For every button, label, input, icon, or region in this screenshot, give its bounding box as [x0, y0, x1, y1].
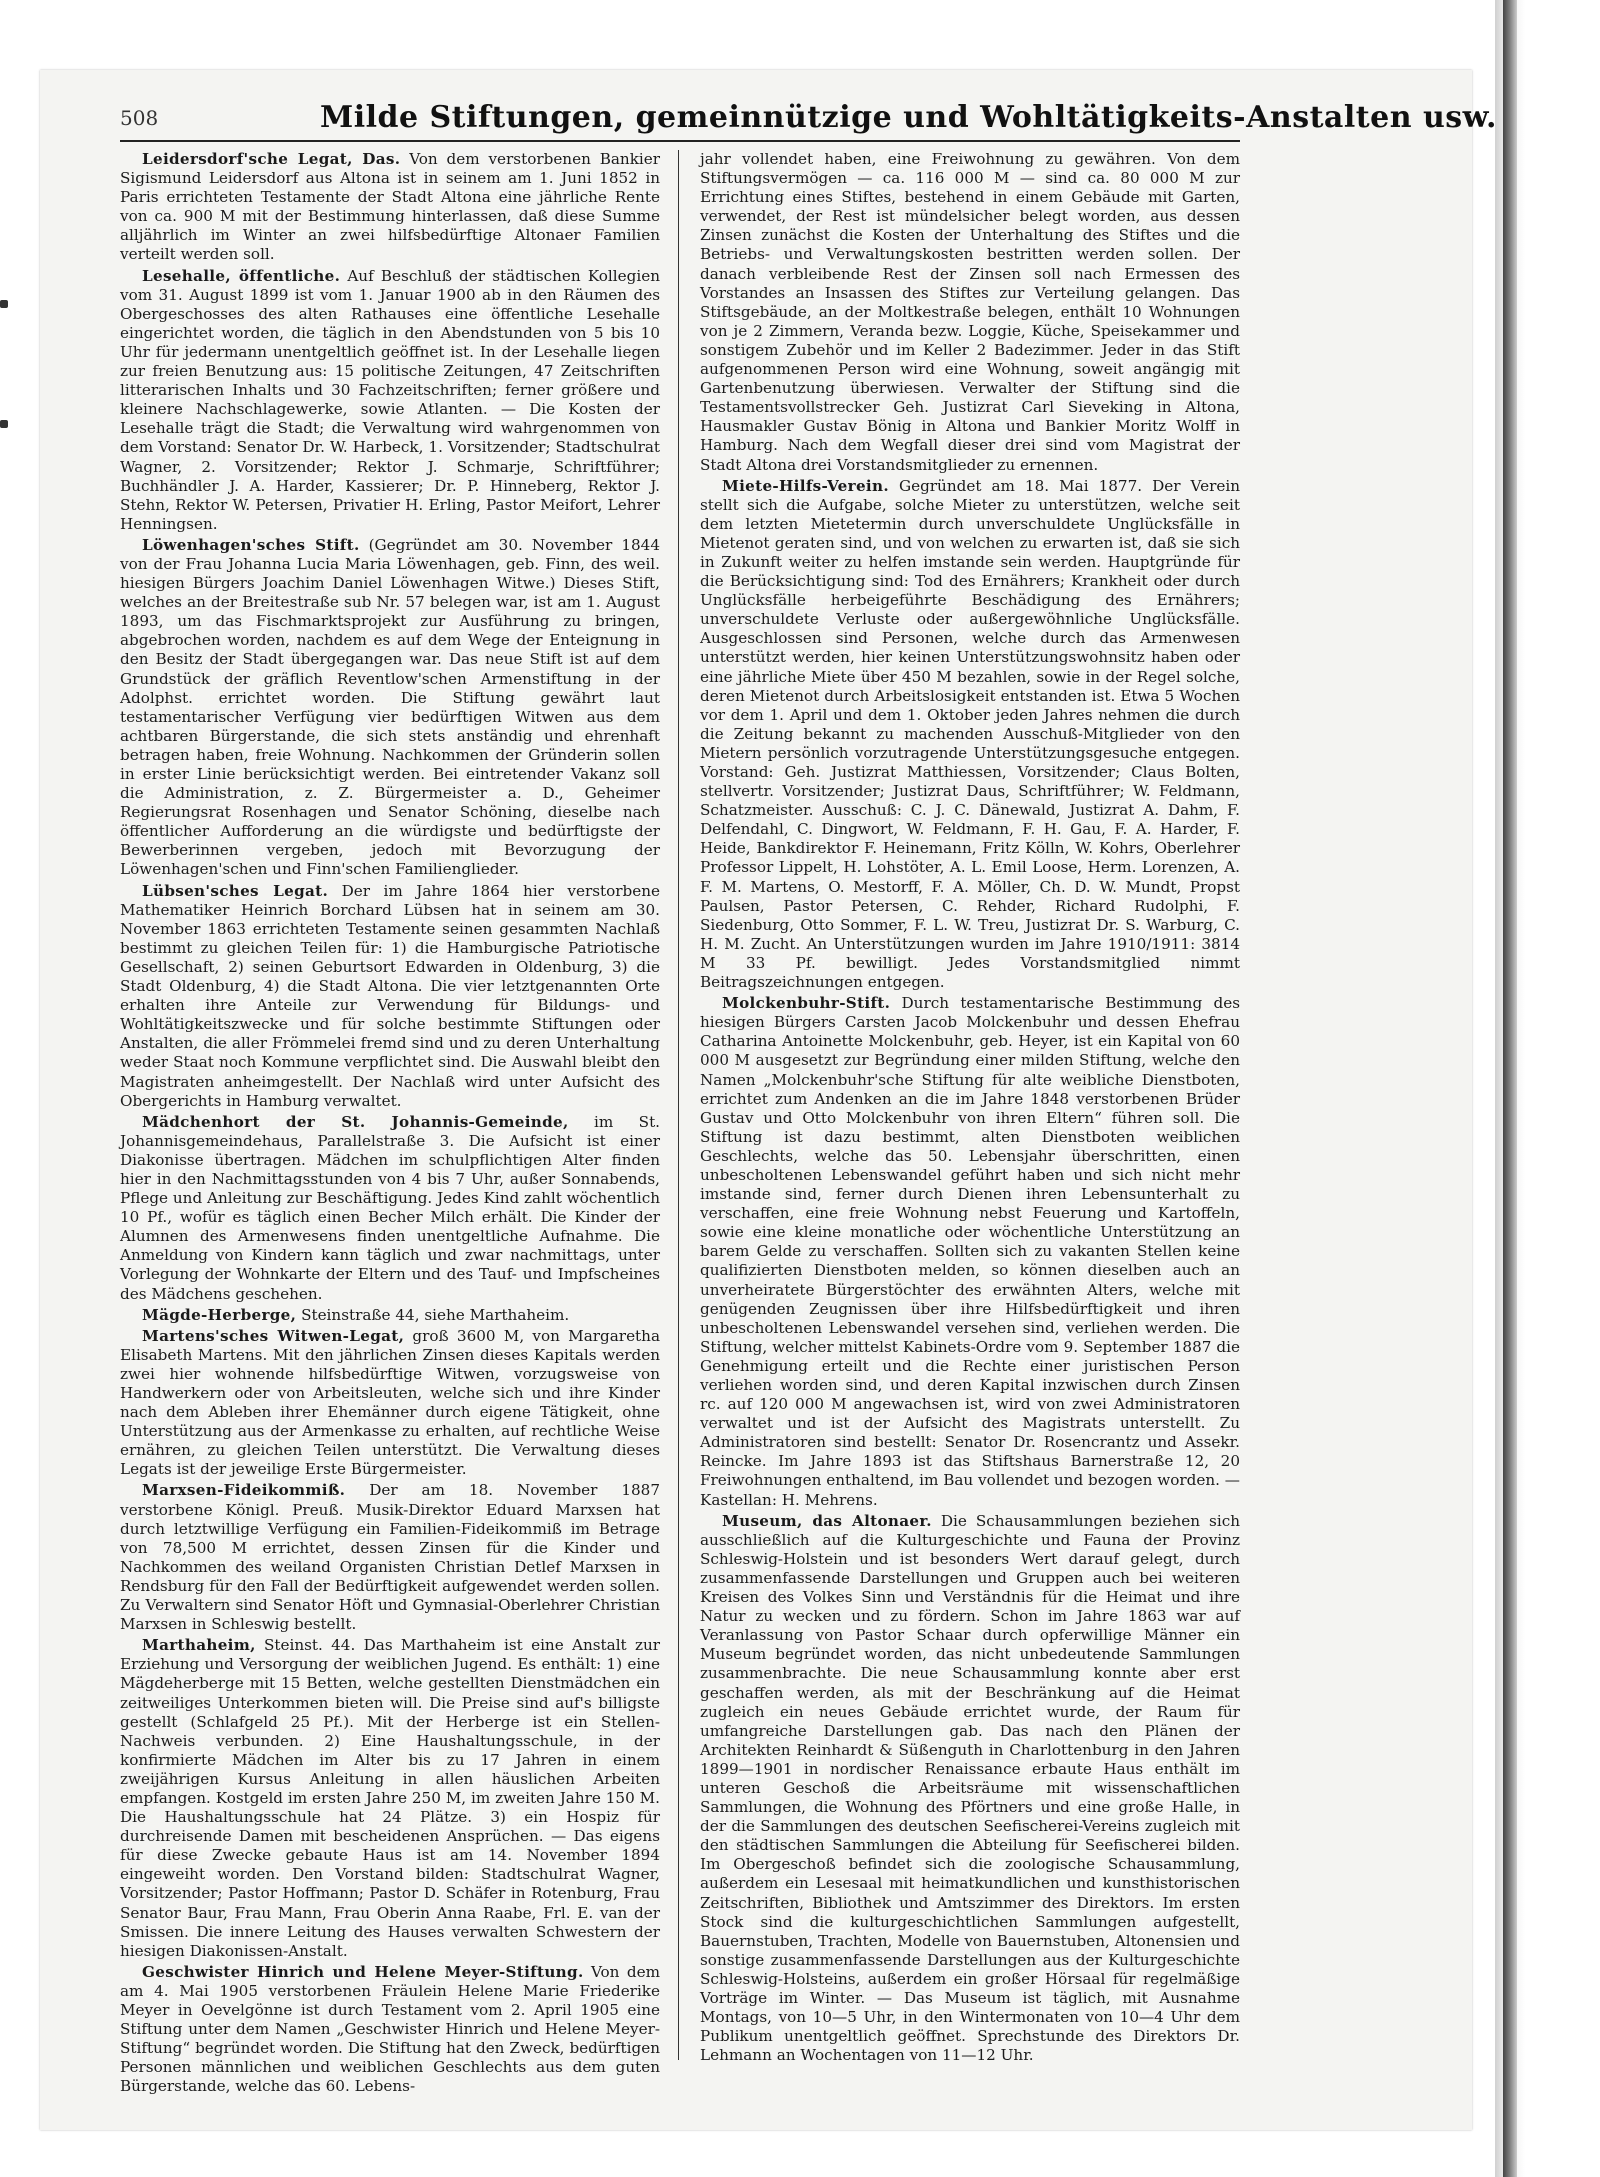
- entry-heading: Molckenbuhr-Stift.: [722, 994, 891, 1013]
- entry: [120, 1327, 660, 1480]
- entry: [700, 994, 1240, 1510]
- entry: [120, 267, 660, 534]
- entry-heading: Lübsen'sches Legat.: [142, 881, 329, 900]
- left-edge-marks: [0, 0, 14, 2177]
- entry-body: im St. Johannisgemeindehaus, Parallelstraße 3. Die Aufsicht ist einer Diakonisse übertragen. Mädchen im schulpflichtigen Alter finden hier in den Nachmittagsstunden von 4 bis 7 Uhr, außer Sonnabends, Pflege und Anleitung zur Beschäftigung. Jedes Kind zahlt wöchentlich 10 Pf., wofür es täglich einen Becher Milch erhält. Die Kinder der Alumnen des Armenwesens finden unentgeltliche Aufnahme. Die Anmeldung von Kindern kann täglich und zwar nachmittags, unter Vorlegung der Wohnkarte der Eltern und des Tauf- und Impfscheines des Mädchens geschehen.: [120, 1112, 660, 1303]
- entry-body: Durch testamentarische Bestimmung des hiesigen Bürgers Carsten Jacob Molckenbuhr und dessen Ehefrau Catharina Antoinette Molckenbuhr, geb. Heyer, ist ein Kapital von 60 000 M ausgesetzt zur Begründung einer milden Stiftung, welche den Namen „Molckenbuhr'sche Stiftung für alte weibliche Dienstboten, errichtet zum Andenken an die im Jahre 1848 verstorbenen Brüder Gustav und Otto Molckenbuhr von ihren Eltern“ führen soll. Die Stiftung ist dazu bestimmt, alten Dienstboten weiblichen Geschlechts, welche das 50. Lebensjahr überschritten, einen unbescholtenen Lebenswandel geführt haben und sich nicht mehr imstande sind, ferner durch Dienen ihren Lebensunterhalt zu verschaffen, eine freie Wohnung nebst Feuerung und Kartoffeln, sowie eine kleine monatliche oder wöchentliche Unterstützung an barem Gelde zu verschaffen. Sollten sich zu vakanten Stellen keine qualifizierten Dienstboten melden, so können dieselben auch an unverheiratete Bürgerstöchter des erwähnten Alters, welche mit genügenden Zeugnissen über ihre Hilfsbedürftigkeit und ihren unbescholtenen Lebenswandel versehen sind, verliehen werden. Die Stiftung, welcher mittelst Kabinets-Ordre vom 9. September 1887 die Genehmigung erteilt und die Rechte einer juristischen Person verliehen worden sind, und deren Kapital inzwischen durch Zinsen rc. auf 120 000 M angewachsen ist, wird von zwei Administratoren verwaltet und ist der Aufsicht des Magistrats unterstellt. Zu Administratoren sind bestellt: Senator Dr. Rosencrantz und Assekr. Reincke. Im Jahre 1893 ist das Stiftshaus Barnerstraße 12, 20 Freiwohnungen enthaltend, im Bau vollendet und bezogen worden. — Kastellan: H. Mehrens.: [700, 994, 1240, 1509]
- entry: [120, 1113, 660, 1304]
- entry: [120, 150, 660, 265]
- entry-heading: Marthaheim,: [142, 1636, 256, 1655]
- column-divider: [678, 150, 679, 2060]
- entry: [120, 1963, 660, 2097]
- entry: [120, 1636, 660, 1961]
- entry-heading: Lesehalle, öffentliche.: [142, 266, 341, 285]
- entry: [700, 477, 1240, 993]
- entry-body: Auf Beschluß der städtischen Kollegien vom 31. August 1899 ist vom 1. Januar 1900 ab in den Räumen des Obergeschosses des alten Rathauses eine öffentliche Lesehalle eingerichtet worden, die täglich in den Abendstunden von 5 bis 10 Uhr für jedermann unentgeltlich geöffnet ist. In der Lesehalle liegen zur freien Benutzung aus: 15 politische Zeitungen, 47 Zeitschriften litterarischen Inhalts und 30 Fachzeitschriften; ferner größere und kleinere Nachschlagewerke, sowie Atlanten. — Die Kosten der Lesehalle trägt die Stadt; die Verwaltung wird wahrgenommen von dem Vorstand: Senator Dr. W. Harbeck, 1. Vorsitzender; Stadtschulrat Wagner, 2. Vorsitzender; Rektor J. Schmarje, Schriftführer; Buchhändler J. A. Harder, Kassierer; Dr. P. Hinneberg, Rektor J. Stehn, Rektor W. Petersen, Privatier H. Erling, Pastor Meifort, Lehrer Henningsen.: [120, 266, 660, 533]
- page-header: [120, 100, 1497, 142]
- entry-body: Von dem am 4. Mai 1905 verstorbenen Fräulein Helene Marie Friederike Meyer in Oevelgönne ist durch Testament vom 2. April 1905 eine Stiftung unter dem Namen „Geschwister Hinrich und Helene Meyer-Stiftung“ begründet worden. Die Stiftung hat den Zweck, bedürftigen Personen männlichen und weiblichen Geschlechts aus dem guten Bürgerstande, welche das 60. Lebens-: [120, 1962, 661, 2096]
- left-column: [120, 150, 661, 2096]
- entry-body: Der am 18. November 1887 verstorbene Königl. Preuß. Musik-Direktor Eduard Marxsen hat durch letztwillige Verfügung ein Familien-Fideikommiß im Betrage von 78,500 M errichtet, dessen Zinsen für die Kinder und Nachkommen des weiland Organisten Christian Detlef Marxsen in Rendsburg für den Fall der Bedürftigkeit aufgewendet werden sollen. Zu Verwaltern sind Senator Höft und Gymnasial-Oberlehrer Christian Marxsen in Schleswig bestellt.: [120, 1481, 660, 1634]
- entry: [120, 1481, 660, 1634]
- text-columns: [120, 150, 1240, 2096]
- entry-body: Gegründet am 18. Mai 1877. Der Verein stellt sich die Aufgabe, solche Mieter zu unterstützen, welche seit dem letzten Mietetermin durch unverschuldete Unglücksfälle in Mietenot geraten sind, und von welchen zu erwarten ist, daß sie sich in Zukunft weiter zu helfen imstande sein werden. Hauptgründe für die Berücksichtigung sind: Tod des Ernährers; Krankheit oder durch Unglücksfälle herbeigeführte Beschädigung des Ernährers; unverschuldete Verluste oder außergewöhnliche Unglücksfälle. Ausgeschlossen sind Personen, welche durch das Armenwesen unterstützt werden, hier keinen Unterstützungswohnsitz haben oder eine jährliche Miete über 450 M bezahlen, sowie in der Regel solche, deren Mietenot durch Arbeitslosigkeit entstanden ist. Etwa 5 Wochen vor dem 1. April und dem 1. Oktober jeden Jahres nehmen die durch die Zeitung bekannt zu machenden Ausschuß-Mitglieder von den Mietern persönlich vorzutragende Unterstützungsgesuche entgegen. Vorstand: Geh. Justizrat Matthiessen, Vorsitzender; Claus Bolten, stellvertr. Vorsitzender; Justizrat Daus, Schriftführer; W. Feldmann, Schatzmeister. Ausschuß: C. J. C. Dänewald, Justizrat A. Dahm, F. Delfendahl, C. Dingwort, W. Feldmann, F. H. Gau, F. A. Harder, F. Heide, Bankdirektor F. Heinemann, Fritz Kölln, W. Kohrs, Oberlehrer Professor Lippelt, H. Lohstöter, A. L. Emil Loose, Herm. Lorenzen, A. F. M. Martens, O. Mestorff, F. A. Möller, Ch. D. W. Mundt, Propst Paulsen, Pastor Petersen, C. Rehder, Richard Rudolphi, F. Siedenburg, Otto Sommer, F. L. W. Treu, Justizrat Dr. S. Warburg, C. H. M. Zucht. An Unterstützungen wurden im Jahre 1910/1911: 3814 M 33 Pf. bewilligt. Jedes Vorstandsmitglied nimmt Beitragszeichnungen entgegen.: [700, 476, 1240, 992]
- entry-heading: Geschwister Hinrich und Helene Meyer-Stiftung.: [142, 1962, 584, 1981]
- entry-heading: Martens'sches Witwen-Legat,: [142, 1326, 405, 1345]
- entry-heading: Marxsen-Fideikommiß.: [142, 1481, 346, 1500]
- entry-body: Steinst. 44. Das Marthaheim ist eine Anstalt zur Erziehung und Versorgung der weiblichen Jugend. Es enthält: 1) eine Mägdeherberge mit 15 Betten, welche gestellten Dienstmädchen ein zeitweiliges Unterkommen bieten will. Die Preise sind auf's billigste gestellt (Schlafgeld 25 Pf.). Mit der Herberge ist ein Stellen-Nachweis verbunden. 2) Eine Haushaltungsschule, in der konfirmierte Mädchen im Alter bis zu 17 Jahren in einem zweijährigen Kursus Anleitung in allen häuslichen Arbeiten empfangen. Kostgeld im ersten Jahre 250 M, im zweiten Jahre 150 M. Die Haushaltungsschule hat 24 Plätze. 3) ein Hospiz für durchreisende Damen mit bescheidenen Ansprüchen. — Das eigens für diese Zwecke gebaute Haus ist am 14. November 1894 eingeweiht worden. Den Vorstand bilden: Stadtschulrat Wagner, Vorsitzender; Pastor Hoffmann; Pastor D. Schäfer in Rotenburg, Frau Senator Baur, Frau Mann, Frau Oberin Anna Raabe, Frl. E. van der Smissen. Die innere Leitung des Hauses verwalten Schwestern der hiesigen Diakonissen-Anstalt.: [120, 1636, 660, 1960]
- entry: [120, 882, 660, 1111]
- entry-heading: Mädchenhort der St. Johannis-Gemeinde,: [142, 1112, 569, 1131]
- entry-heading: Löwenhagen'sches Stift.: [142, 535, 360, 554]
- entry-body: Der im Jahre 1864 hier verstorbene Mathematiker Heinrich Borchard Lübsen hat in seinem am 30. November 1863 errichteten Testamente seinen gesammten Nachlaß bestimmt zu gleichen Teilen für: 1) die Hamburgische Patriotische Gesellschaft, 2) seinen Geburtsort Edwarden in Oldenburg, 3) die Stadt Oldenburg, 4) die Stadt Altona. Die vier letztgenannten Orte erhalten ihre Anteile zur Verwendung für Bildungs- und Wohltätigkeitszwecke und für solche bestimmte Stiftungen oder Anstalten, die aller Frömmelei fremd sind und zu deren Unterhaltung weder Staat noch Kommune verpflichtet sind. Die Auswahl bleibt den Magistraten anheimgestellt. Der Nachlaß wird unter Aufsicht des Obergerichts in Hamburg verwaltet.: [120, 881, 661, 1110]
- running-title: Milde Stiftungen, gemeinnützige und Wohltätigkeits-Anstalten usw.: [320, 100, 1497, 135]
- entry-body: Die Schausammlungen beziehen sich ausschließlich auf die Kulturgeschichte und Fauna der Provinz Schleswig-Holstein und ist besonders Wert darauf gelegt, durch zusammenfassende Darstellungen und Gruppen auch bei weiteren Kreisen des Volkes Sinn und Verständnis für die Heimat und ihre Natur zu wecken und zu fördern. Schon im Jahre 1863 war auf Veranlassung von Pastor Schaar durch opferwillige Männer ein Museum begründet worden, das nicht unbedeutende Sammlungen zusammenbrachte. Die neue Schausammlung konnte aber erst geschaffen werden, als mit der Beschränkung auf die Heimat zugleich ein neues Gebäude errichtet wurde, der Raum für umfangreiche Darstellungen gab. Das nach den Plänen der Architekten Reinhardt & Süßenguth in Charlottenburg in den Jahren 1899—1901 in nordischer Renaissance erbaute Haus enthält im unteren Geschoß die Arbeitsräume mit wissenschaftlichen Sammlungen, die Wohnung des Pförtners und eine große Halle, in der die Sammlungen des deutschen Seefischerei-Vereins zugleich mit den städtischen Sammlungen die Abteilung für Seefischerei bilden. Im Obergeschoß befindet sich die zoologische Schausammlung, außerdem ein Lesesaal mit heimatkundlichen und kunsthistorischen Zeitschriften, Bibliothek und Amtszimmer des Direktors. Im ersten Stock sind die kulturgeschichtlichen Sammlungen aufgestellt, Bauernstuben, Trachten, Modelle von Bauernstuben, Altonensien und sonstige zusammenfassende Darstellungen aus der Kulturgeschichte Schleswig-Holsteins, außerdem ein großer Hörsaal für regelmäßige Vorträge im Winter. — Das Museum ist täglich, mit Ausnahme Montags, von 10—5 Uhr, in den Wintermonaten von 10—4 Uhr dem Publikum unentgeltlich geöffnet. Sprechstunde des Direktors Dr. Lehmann an Wochentagen von 11—12 Uhr.: [700, 1511, 1240, 2065]
- entry-heading: Leidersdorf'sche Legat, Das.: [142, 150, 401, 168]
- entry-body: Von dem verstorbenen Bankier Sigismund Leidersdorf aus Altona ist in seinem am 1. Juni 1852 in Paris errichteten Testamente der Stadt Altona eine jährliche Rente von ca. 900 M mit der Bestimmung hinterlassen, daß diese Summe alljährlich im Winter an zwei hilfsbedürftige Altonaer Familien verteilt werden soll.: [120, 150, 661, 264]
- book-spine-edge: [1495, 0, 1600, 2177]
- entry: [120, 1306, 660, 1325]
- entry-heading: Mägde-Herberge,: [142, 1305, 297, 1324]
- right-column: [700, 150, 1240, 2065]
- entry-body: (Gegründet am 30. November 1844 von der Frau Johanna Lucia Maria Löwenhagen, geb. Finn, des weil. hiesigen Bürgers Joachim Daniel Löwenhagen Witwe.) Dieses Stift, welches an der Breitestraße sub Nr. 57 belegen war, ist am 1. August 1893, um das Fischmarktsprojekt zur Ausführung zu bringen, abgebrochen worden, nachdem es auf dem Wege der Enteignung in den Besitz der Stadt übergegangen war. Das neue Stift ist auf dem Grundstück der gräflich Reventlow'schen Armenstiftung in der Adolphst. errichtet worden. Die Stiftung gewährt laut testamentarischer Verfügung vier bedürftigen Witwen aus dem achtbaren Bürgerstande, die sich stets anständig und ehrenhaft betragen haben, freie Wohnung. Nachkommen der Gründerin sollen in erster Linie berücksichtigt werden. Bei eintretender Vakanz soll die Administration, z. Z. Bürgermeister a. D., Geheimer Regierungsrat Rosenhagen und Senator Schöning, dieselbe nach öffentlicher Aufforderung an die würdigste und bedürftigste der Bewerberinnen vergeben, jedoch mit Bevorzugung der Löwenhagen'schen und Finn'schen Familienglieder.: [120, 535, 660, 879]
- entry-body: Steinstraße 44, siehe Marthaheim.: [301, 1305, 570, 1324]
- entry: [120, 536, 660, 880]
- entry-heading: Museum, das Altonaer.: [722, 1511, 932, 1530]
- entry-body: jahr vollendet haben, eine Freiwohnung zu gewähren. Von dem Stiftungsvermögen — ca. 116 000 M — sind ca. 80 000 M zur Errichtung eines Stiftes, bestehend in einem Gebäude mit Garten, verwendet, der Rest ist mündelsicher belegt worden, aus dessen Zinsen zunächst die Kosten der Unterhaltung des Stiftes und die Betriebs- und Verwaltungskosten bestritten werden sollen. Der danach verbleibende Rest der Zinsen soll nach Ermessen des Vorstandes an Insassen des Stiftes zur Verteilung gelangen. Das Stiftsgebäude, an der Moltkestraße belegen, enthält 10 Wohnungen von je 2 Zimmern, Veranda bezw. Loggie, Küche, Speisekammer und sonstigem Zubehör und im Keller 2 Badezimmer. Jeder in das Stift aufgenommenen Person wird eine Wohnung, soweit angängig mit Gartenbenutzung überwiesen. Verwalter der Stiftung sind die Testamentsvollstrecker Geh. Justizrat Carl Sieveking in Altona, Hausmakler Gustav Bönig in Altona und Bankier Moritz Wolff in Hamburg. Nach dem Wegfall dieser drei sind vom Magistrat der Stadt Altona drei Vorstandsmitglieder zu ernennen.: [700, 150, 1240, 474]
- entry: [700, 150, 1240, 475]
- entry-heading: Miete-Hilfs-Verein.: [722, 476, 889, 495]
- entry-body: groß 3600 M, von Margaretha Elisabeth Martens. Mit den jährlichen Zinsen dieses Kapitals werden zwei hier wohnende hilfsbedürftige Witwen, vorzugsweise von Handwerkern oder von Arbeitsleuten, welche sich und ihre Kinder nach dem Ableben ihrer Ehemänner durch eigene Tätigkeit, ohne Unterstützung aus der Armenkasse zu erhalten, auf rechtliche Weise ernähren, zu gleichen Teilen unterstützt. Die Verwaltung dieses Legats ist der jeweilige Erste Bürgermeister.: [120, 1326, 660, 1479]
- page-number: 508: [120, 106, 159, 130]
- entry: [700, 1512, 1240, 2066]
